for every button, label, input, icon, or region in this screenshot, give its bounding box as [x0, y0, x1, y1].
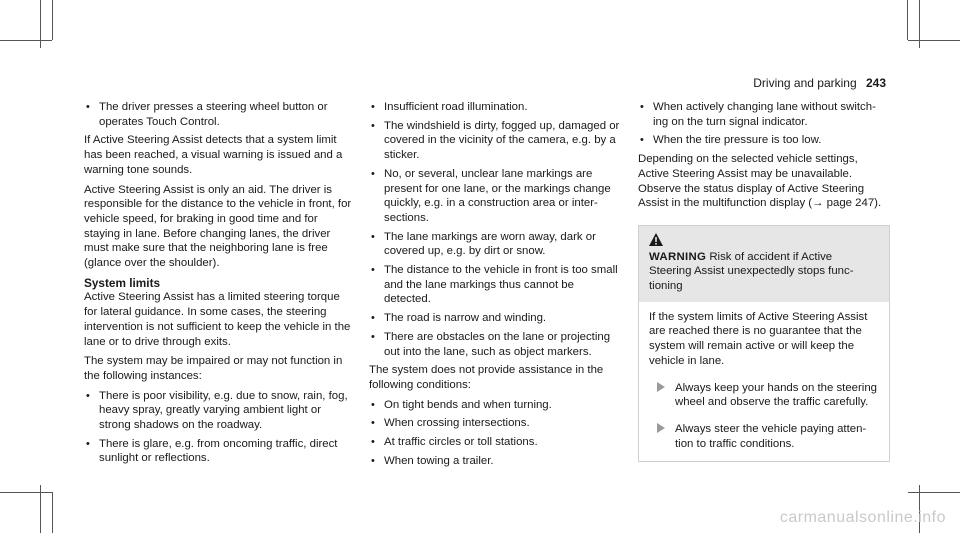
section-heading: System limits [84, 275, 161, 290]
crop-mark [0, 492, 52, 493]
bullet-list [369, 100, 621, 359]
crop-mark [907, 0, 908, 40]
warning-header [639, 226, 889, 302]
column-2 [369, 100, 621, 472]
step-arrow-icon [657, 423, 665, 433]
list-item: • There is glare, e.g. from oncoming traffic, direct sunlight or reflections. [86, 437, 338, 465]
list-item: • There are obstacles on the lane or projecting out into the lane, such as object markers. [371, 330, 611, 358]
column-1 [84, 100, 352, 470]
list-item: • At traffic circles or toll stations. [371, 436, 538, 449]
crop-mark [908, 492, 960, 493]
section-title: Driving and parking [753, 76, 857, 90]
list-item: • When actively changing lane without switch‐ing on the turn signal indicator. [640, 101, 876, 128]
paragraph: The system may be impaired or may not function in the following instances: [84, 355, 343, 382]
paragraph: Active Steering Assist has a limited steering torque for lateral guidance. In some cases, the steering intervention is not sufficient to keep the vehicle in the lane or to drive through exits. [84, 291, 351, 348]
list-item: • On tight bends and when turning. [371, 398, 552, 411]
paragraph: If the system limits of Active Steering Assist are reached there is no guarantee that the system will remain active or will keep the vehicle in lane. [649, 310, 868, 367]
list-item: • The windshield is dirty, fogged up, damaged or covered in the vicinity of the camera, e.g. by a sticker. [371, 119, 620, 162]
list-item: • No, or several, unclear lane markings are present for one lane, or the markings change quickly, e.g. in a construction area or inter‐sections. [371, 167, 611, 224]
step-arrow-icon [657, 382, 665, 392]
list-item: • There is poor visibility, e.g. due to snow, rain, fog, heavy spray, greatly varying ambient light or strong shadows on the roadway. [86, 389, 348, 432]
warning-label: WARNING [649, 250, 707, 263]
bullet-list [638, 100, 890, 148]
list-item: • When towing a trailer. [371, 454, 494, 467]
bullet-list [369, 398, 621, 469]
warning-title: Risk of accident if Active Steering Assist unexpectedly stops func‐tioning [649, 250, 854, 293]
paragraph: If Active Steering Assist detects that a system limit has been reached, a visual warning is issued and a warning tone sounds. [84, 134, 343, 176]
crop-mark [52, 0, 53, 40]
column-3 [638, 100, 890, 462]
paragraph: Active Steering Assist is only an aid. The driver is responsible for the distance to the vehicle in front, for vehicle speed, for braking in good time and for staying in lane. Before changing lanes, the driver must make sure that the neighboring lane is free (glance over the shoulder). [84, 183, 352, 270]
watermark: carmanualsonline.info [779, 509, 946, 526]
page-number: 243 [865, 76, 886, 90]
warning-triangle-icon [649, 233, 677, 250]
bullet-list [84, 389, 352, 467]
warning-box [638, 225, 890, 462]
list-item: • When crossing intersections. [371, 417, 530, 430]
list-item: • The road is narrow and winding. [371, 312, 547, 325]
paragraph: Depending on the selected vehicle settings, Active Steering Assist may be unavailable. Observe the status display of Active Steering Assist in the multifunction display (→ page 247). [638, 153, 882, 210]
warning-body [639, 302, 889, 462]
list-item: • The distance to the vehicle in front is too small and the lane markings thus cannot be detected. [371, 264, 618, 306]
bullet-list [84, 100, 352, 129]
crop-mark [52, 492, 53, 533]
list-item: • When the tire pressure is too low. [640, 134, 822, 147]
crop-mark [908, 40, 960, 41]
paragraph: The system does not provide assistance in the following conditions: [369, 364, 604, 391]
list-item: • The driver presses a steering wheel button or operates Touch Control. [86, 101, 328, 128]
crop-mark [0, 40, 52, 41]
list-item: • Insufficient road illumination. [371, 101, 528, 113]
list-item: • The lane markings are worn away, dark or covered up, e.g. by dirt or snow. [371, 230, 596, 258]
page-header [753, 76, 886, 90]
instruction-step: Always keep your hands on the steering wheel and observe the traffic carefully. [649, 381, 879, 410]
instruction-step: Always steer the vehicle paying atten‐tion to traffic conditions. [649, 422, 879, 451]
